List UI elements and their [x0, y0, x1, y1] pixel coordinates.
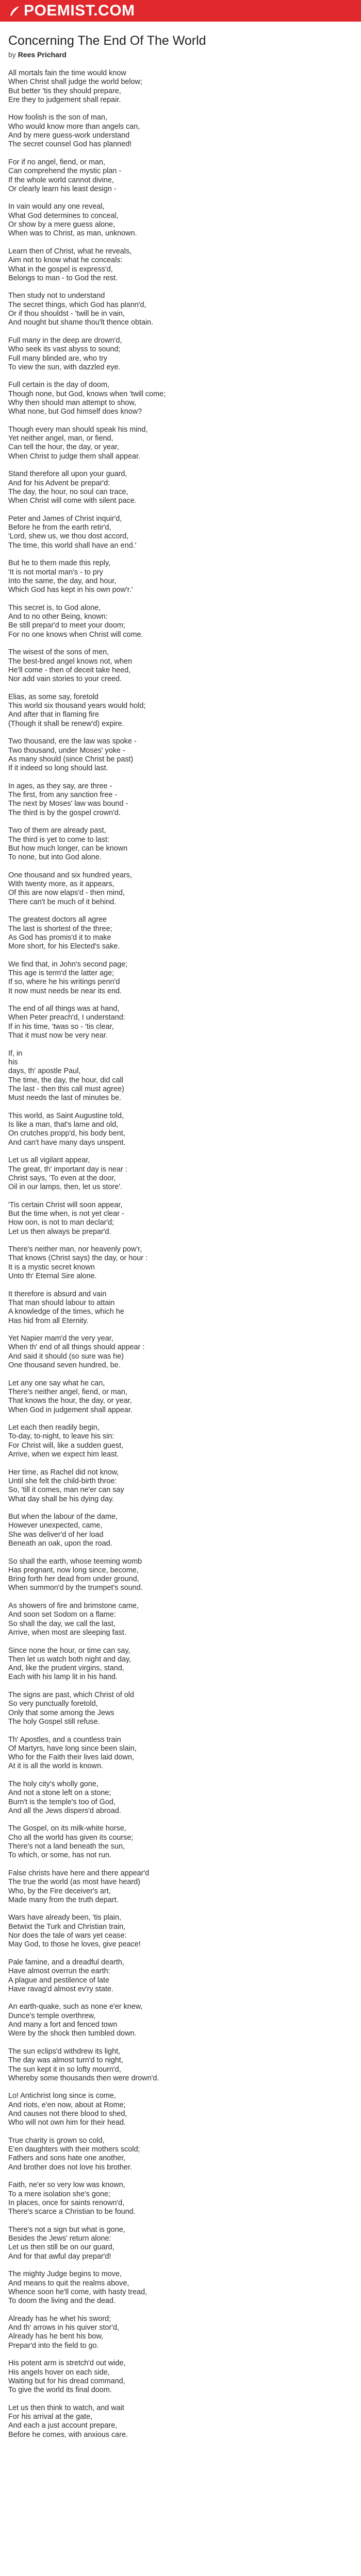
poem-line: Who for the Faith their lives laid down, [8, 1753, 134, 1762]
poem-line: When God in judgement shall appear. [8, 1405, 133, 1414]
poem-line: But when the labour of the dame, [8, 1513, 118, 1521]
stanza [8, 1468, 353, 1504]
poem-line: Were by the shock then tumbled down. [8, 2029, 137, 2038]
poem-line: And many a fort and fenced town [8, 2021, 118, 2029]
poem-line: Who, by the Fire deceiver's art, [8, 1887, 111, 1895]
poem-line: Christ says, 'To even at the door, [8, 1174, 116, 1182]
stanza [8, 871, 353, 907]
stanza [8, 381, 353, 416]
poem-line: When Peter preach'd, I understand: [8, 1013, 125, 1022]
poem-line: This age is term'd the latter age; [8, 969, 114, 977]
poem-line: The true the world (as most have heard) [8, 1878, 140, 1887]
poem-line: The great, th' important day is near : [8, 1165, 127, 1174]
poem-line: To none, but into God alone. [8, 853, 102, 862]
poem-line: But he to them made this reply, [8, 559, 111, 568]
poem-line: Has pregnant, now long since, become, [8, 1566, 139, 1574]
poem-line: To give the world its final doom. [8, 2386, 112, 2395]
poem-line: Two of them are already past, [8, 826, 106, 835]
poem-line: Cho all the world has given its course; [8, 1833, 134, 1842]
poem-line: This secret is, to God alone, [8, 603, 101, 612]
poem-line: If so, where he his writings penn'd [8, 978, 120, 987]
poem-line: So shall the day, we call the last, [8, 1619, 116, 1628]
poem-line: Bring forth her dead from under ground, [8, 1575, 139, 1584]
poem-line: On crutches propp'd, his body bent, [8, 1129, 125, 1138]
poem-line: Let us then always be prepar'd. [8, 1227, 111, 1236]
poem-line: Can comprehend the mystic plan - [8, 167, 122, 176]
poem-line: When summon'd by the trumpet's sound. [8, 1584, 143, 1592]
poem-line: There's not a land beneath the sun, [8, 1842, 125, 1851]
poem-line: Oil in our lamps, then, let us store'. [8, 1183, 123, 1192]
poem-title: Concerning The End Of The World [8, 33, 206, 48]
stanza [8, 470, 353, 505]
poem-line: Faith, ne'er so very low was known, [8, 2181, 125, 2190]
site-logo-text: POEMIST.COM [24, 2, 135, 19]
poem-line: Her time, as Rachel did not know, [8, 1468, 119, 1477]
poem-line: Ere they to judgement shall repair. [8, 95, 121, 104]
poem-line: The best-bred angel knows not, when [8, 657, 132, 666]
stanza [8, 1112, 353, 1147]
stanza [8, 292, 353, 327]
stanza [8, 693, 353, 728]
poem-line: Lo! Antichrist long since is come, [8, 2092, 116, 2100]
site-logo[interactable] [8, 2, 135, 20]
stanza [8, 1049, 353, 1103]
poem-line: For no one knows when Christ will come. [8, 630, 143, 639]
poem-line: Stand therefore all upon your guard, [8, 470, 127, 479]
poem-line: That it must now be very near. [8, 1031, 108, 1040]
poem-line: An earth-quake, such as none e'er knew, [8, 2003, 143, 2011]
stanza [8, 1005, 353, 1040]
poem-line: To doom the living and the dead. [8, 2297, 116, 2306]
poem-line: Already has he whet his sword; [8, 2314, 111, 2323]
stanza [8, 1423, 353, 1459]
poem-line: However unexpected, came, [8, 1521, 103, 1530]
poem-line: Be still prepar'd to meet your doom; [8, 621, 125, 630]
poem-line: Why then should man attempt to show, [8, 398, 136, 407]
poem-line: The Gospel, on its milk-white horse, [8, 1824, 126, 1833]
stanza [8, 2359, 353, 2395]
stanza [8, 1201, 353, 1236]
stanza [8, 1245, 353, 1281]
stanza [8, 826, 353, 862]
poem-line: Let us then think to watch, and wait [8, 2403, 124, 2412]
poem-line: The secret things, which God has plann'd, [8, 300, 146, 309]
poem-line: As showers of fire and brimstone came, [8, 1602, 139, 1611]
poem-line: Two thousand, ere the law was spoke - [8, 737, 137, 746]
poem-line: For if no angel, fiend, or man, [8, 158, 105, 166]
stanza [8, 1869, 353, 1905]
poem-line: Full many in the deep are drown'd, [8, 336, 122, 345]
poem-line: What none, but God himself does know? [8, 408, 142, 416]
poem-line: Until she felt the child-birth throe: [8, 1477, 117, 1485]
poem-line: The time, this world shall have an end.' [8, 541, 137, 550]
poem-line: He'll come - then of deceit take heed, [8, 666, 131, 674]
poem-line: So shall the earth, whose teeming womb [8, 1557, 142, 1566]
poem-line: Pale famine, and a dreadful dearth, [8, 1958, 124, 1967]
poem-line: When Christ will come with silent pace. [8, 497, 137, 505]
poem-line: The last is shortest of the three; [8, 924, 112, 933]
poem-line: Waiting but for his dread command, [8, 2377, 125, 2385]
poem-line: There's not a sign but what is gone, [8, 2225, 125, 2234]
poemist-logo-icon [8, 5, 21, 17]
stanza [8, 2270, 353, 2306]
poem-line: Dunce's temple overthrew, [8, 2011, 96, 2020]
poem-line: Of Martyrs, have long since been slain, [8, 1744, 137, 1753]
poem-line: Full certain is the day of doom, [8, 381, 109, 389]
poem-line: The sun eclips'd withdrew its light, [8, 2047, 121, 2056]
stanza [8, 2047, 353, 2083]
stanza [8, 1913, 353, 1949]
poem-line: Elias, as some say, foretold [8, 692, 99, 701]
poem-line: And causes not there blood to shed, [8, 2109, 127, 2118]
stanza [8, 559, 353, 595]
poem-line: And riots, e'en now, about at Rome; [8, 2100, 126, 2109]
poem-line: What God determines to conceal, [8, 211, 119, 220]
poem-line: So very punctually foretold, [8, 1700, 98, 1708]
poem-line: There's scarce a Christian to be found. [8, 2208, 136, 2216]
poem-line: Must needs the last of minutes be. [8, 1094, 122, 1103]
poem-line: And, like the prudent virgins, stand, [8, 1664, 124, 1673]
stanza [8, 1691, 353, 1726]
poem-line: But how much longer, can be known [8, 844, 128, 853]
poem-line: Belongs to man - to God the rest. [8, 274, 118, 282]
poem-line: And not a stone left on a stone; [8, 1789, 111, 1798]
poem-line: Have ravag'd almost ev'ry state. [8, 1985, 113, 1993]
poem-line: And for that awful day prepar'd! [8, 2252, 111, 2261]
poem-line: And for his Advent be prepar'd: [8, 479, 110, 487]
poem-line: Let each then readily begin, [8, 1423, 100, 1432]
poem-line: The third is yet to come to last: [8, 835, 109, 844]
stanza [8, 782, 353, 818]
stanza [8, 2092, 353, 2127]
poem-line: Before he from the earth retir'd, [8, 523, 111, 532]
poem-line: Two thousand, under Moses' yoke - [8, 746, 125, 755]
poem-line: Nor add vain stories to your creed. [8, 675, 122, 684]
stanza [8, 69, 353, 105]
poem-line: To view the sun, with dazzled eye. [8, 363, 121, 371]
poem-line: How oon, is not to man declar'd; [8, 1218, 114, 1227]
stanza [8, 247, 353, 283]
poem-line: How foolish is the son of man, [8, 113, 107, 122]
poem-line: Prepar'd into the field to go. [8, 2341, 99, 2350]
poem-line: Besides the Jews' return alone: [8, 2234, 111, 2243]
stanza [8, 1780, 353, 1816]
poem-line: If, in [8, 1049, 23, 1058]
poem-line: For his arrival at the gate, [8, 2413, 93, 2421]
poem-line: Let any one say what he can, [8, 1379, 105, 1387]
poem-line: The wisest of the sons of men, [8, 648, 109, 657]
stanza [8, 1602, 353, 1637]
poem-line: This world, as Saint Augustine told, [8, 1111, 124, 1120]
poem-line: If in his time, 'twas so - 'tis clear, [8, 1022, 114, 1031]
poem-line: Only that some among the Jews [8, 1708, 114, 1717]
stanza [8, 1379, 353, 1415]
poem-line: That knows (Christ says) the day, or hour : [8, 1254, 148, 1263]
poem-line: Aim not to know what he conceals: [8, 256, 123, 265]
poem-line: The day was almost turn'd to night, [8, 2056, 123, 2065]
poem-line: Whereby some thousands then were drown'd. [8, 2074, 159, 2082]
poem-line: And th' arrows in his quiver stor'd, [8, 2324, 120, 2332]
poem-line: The day, the hour, no soul can trace, [8, 487, 128, 496]
poem-line: Made many from the truth depart. [8, 1895, 119, 1904]
poem-line: And to no other Being, known: [8, 613, 108, 621]
poem-line: Th' Apostles, and a countless train [8, 1735, 121, 1744]
stanza [8, 1156, 353, 1192]
poem-line: The next by Moses' law was bound - [8, 800, 128, 808]
poem-line: Or if thou shouldst - 'twill be in vain, [8, 310, 125, 318]
poem-line: The last - then this call must agree) [8, 1084, 124, 1093]
stanza [8, 1290, 353, 1326]
site-header [0, 0, 361, 22]
poem-line: Since none the hour, or time can say, [8, 1646, 130, 1655]
stanza [8, 916, 353, 951]
poem-line: The third is by the gospel crown'd. [8, 808, 121, 817]
poem-line: And brother does not love his brother. [8, 2163, 132, 2172]
poem-line: When Christ to judge them shall appear. [8, 452, 140, 461]
poem-line: At it is all the world is known. [8, 1762, 103, 1771]
poem-line: And can't have many days unspent. [8, 1138, 126, 1147]
poem-line: But the time when, is not yet clear - [8, 1210, 124, 1218]
author-link[interactable]: Rees Prichard [18, 50, 67, 59]
poem-line: Arrive, when most are sleeping fast. [8, 1628, 126, 1637]
poem-line: Have almost overrun the earth: [8, 1967, 110, 1976]
poem-line: Or clearly learn his least design - [8, 184, 117, 193]
poem-line: Burn't is the temple's too of God, [8, 1798, 116, 1806]
poem-line: The first, from any sanction free - [8, 791, 118, 800]
poem-line: His angels hover on each side, [8, 2368, 110, 2377]
poem-line: Though none, but God, knows when 'twill come; [8, 389, 166, 398]
poem-line: Let us then still be on our guard, [8, 2243, 114, 2252]
poem-line: May God, to those he loves, give peace! [8, 1940, 141, 1949]
poem-line: The holy Gospel still refuse. [8, 1717, 100, 1726]
poem-line: A plague and pestilence of late [8, 1976, 110, 1985]
poem-line: The end of all things was at hand, [8, 1005, 120, 1013]
poem-line: Into the same, the day, and hour, [8, 577, 117, 585]
poem-line: In places, once for saints renown'd, [8, 2198, 125, 2207]
stanza [8, 1958, 353, 1994]
stanza [8, 2404, 353, 2439]
poem-line: And all the Jews dispers'd abroad. [8, 1806, 121, 1815]
poem-line: A knowledge of the times, which he [8, 1308, 124, 1316]
poem-line: The signs are past, which Christ of old [8, 1691, 134, 1700]
poem-line: When th' end of all things should appear : [8, 1343, 145, 1352]
stanza [8, 2315, 353, 2350]
poem-line: And soon set Sodom on a flame: [8, 1611, 116, 1619]
poem-line: In ages, as they say, are three - [8, 782, 112, 790]
poem-line: There's neither angel, fiend, or man, [8, 1387, 127, 1396]
stanza [8, 515, 353, 550]
poem-line: She was deliver'd of her load [8, 1530, 104, 1539]
poem-line: What in the gospel is express'd, [8, 265, 113, 274]
poem-line: E'en daughters with their mothers scold; [8, 2145, 140, 2154]
poem-line: Peter and James of Christ inquir'd, [8, 514, 122, 523]
poem-line: We find that, in John's second page; [8, 960, 128, 969]
poem-line: Which God has kept in his own pow'r.' [8, 586, 133, 595]
poem-line: One thousand and six hundred years, [8, 871, 133, 879]
poem-line: To a mere isolation she's gone; [8, 2190, 110, 2198]
poem-line: It therefore is absurd and vain [8, 1290, 107, 1298]
poem-line: The mighty Judge begins to move, [8, 2270, 122, 2279]
poem-line: If it indeed so long should last. [8, 764, 108, 773]
stanza [8, 2181, 353, 2216]
poem-line: The sun kept it in so lofty mourn'd, [8, 2065, 121, 2074]
poem-line: Learn then of Christ, what he reveals, [8, 247, 132, 256]
stanza [8, 1513, 353, 1548]
poem-line: There can't be much of it behind. [8, 897, 117, 906]
stanza [8, 604, 353, 639]
poem-line: Who would know more than angels can, [8, 122, 140, 131]
poem-line: To-day, to-night, to leave his sin: [8, 1432, 114, 1441]
poem-line: The holy city's wholly gone, [8, 1780, 99, 1788]
stanza [8, 648, 353, 684]
poem-line: days, th' apostle Paul, [8, 1067, 81, 1076]
stanza [8, 426, 353, 461]
poem-line: With twenty more, as it appears, [8, 880, 114, 889]
stanza [8, 2226, 353, 2261]
poem-line: Or show by a mere guess alone, [8, 221, 116, 229]
poem-line: Who will not own him for their head. [8, 2119, 126, 2127]
byline-label: by [8, 50, 16, 59]
poem-line: Yet Napier mam'd the very year, [8, 1334, 113, 1343]
poem-line: True charity is grown so cold, [8, 2136, 105, 2145]
stanza [8, 336, 353, 372]
poem-line: So, 'till it comes, man ne'er can say [8, 1486, 124, 1495]
poem-line: But better 'tis they should prepare, [8, 87, 121, 95]
poem-line: That knows the hour, the day, or year, [8, 1397, 132, 1405]
poem-line: Then let us watch both night and day, [8, 1655, 132, 1664]
poem-line: Though every man should speak his mind, [8, 425, 148, 434]
poem-line: Each with his lamp lit in his hand. [8, 1673, 118, 1682]
poem-line: The secret counsel God has planned! [8, 140, 132, 149]
stanza [8, 2003, 353, 2038]
poem-line: Can tell the hour, the day, or year, [8, 443, 119, 452]
poem-line: And each a just account prepare, [8, 2421, 118, 2430]
poem-content [0, 22, 361, 2439]
poem-line: Let us all vigilant appear, [8, 1156, 90, 1165]
poem-line: What day shall be his dying day. [8, 1495, 114, 1503]
poem-line: 'Lord, shew us, we thou dost accord, [8, 532, 129, 541]
poem-line: His potent arm is stretch'd out wide, [8, 2359, 126, 2368]
poem-line: And by mere guess-work understand [8, 131, 130, 140]
stanza [8, 1824, 353, 1860]
byline [8, 50, 353, 59]
poem-line: As many should (since Christ be past) [8, 755, 134, 764]
poem-line: It is a mystic secret known [8, 1263, 95, 1272]
poem-line: Already has he bent his bow, [8, 2332, 104, 2341]
stanza [8, 737, 353, 773]
stanza [8, 1647, 353, 1682]
poem-line: Of this are now elaps'd - then mind, [8, 889, 125, 897]
stanza [8, 1334, 353, 1370]
stanza [8, 2137, 353, 2172]
poem-line: Unto th' Eternal Sire alone. [8, 1272, 97, 1281]
poem-line: There's neither man, nor heavenly pow'r, [8, 1245, 142, 1254]
poem-line: If the whole world cannot divine, [8, 176, 114, 184]
poem-line: Who seek its vast abyss to sound; [8, 345, 121, 354]
poem-line: Whence soon he'll come, with hasty tread, [8, 2287, 147, 2296]
poem-line: To which, or some, has not run. [8, 1851, 111, 1860]
stanza [8, 960, 353, 996]
poem-line: And said it should (so sure was he) [8, 1352, 124, 1361]
poem-line: Beneath an oak, upon the road. [8, 1539, 112, 1548]
poem-line: Full many blinded are, who try [8, 354, 107, 363]
poem-line: The time, the day, the hour, did call [8, 1076, 123, 1084]
poem-line: For Christ will, like a sudden guest, [8, 1441, 124, 1450]
poem-line: And means to quit the realms above, [8, 2279, 129, 2287]
poem-line: his [8, 1058, 18, 1066]
poem-line: Has hid from all Eternity. [8, 1316, 89, 1325]
poem-line: That man should labour to attain [8, 1298, 115, 1307]
poem-line: All mortals fain the time would know [8, 69, 126, 77]
poem-line: Wars have already been, 'tis plain, [8, 1913, 121, 1922]
poem-line: False christs have here and there appear'd [8, 1869, 150, 1877]
poem-line: Nor does the tale of wars yet cease: [8, 1931, 127, 1940]
poem-line: Yet neither angel, man, or fiend, [8, 434, 113, 443]
stanza [8, 1736, 353, 1771]
poem-line: More short, for his Elected's sake. [8, 942, 120, 951]
poem-line: Betwixt the Turk and Christian train, [8, 1922, 126, 1931]
poem-line: Fathers and sons hate one another, [8, 2154, 126, 2163]
poem-line: It now must needs be near its end. [8, 987, 122, 995]
poem-line: In vain would any one reveal, [8, 202, 105, 211]
poem-line: The greatest doctors all agree [8, 916, 107, 924]
poem-line: When was to Christ, as man, unknown. [8, 229, 137, 238]
poem-line: This world six thousand years would hold; [8, 702, 146, 710]
poem-line: As God has promis'd it to make [8, 933, 111, 942]
poem-line: And nought but shame thou'lt thence obtain. [8, 318, 154, 327]
poem-body [8, 69, 353, 2439]
poem-line: Arrive, when we expect him least. [8, 1450, 119, 1459]
poem-line: 'Tis certain Christ will soon appear, [8, 1200, 123, 1209]
stanza [8, 158, 353, 194]
poem-line: Before he comes, with anxious care. [8, 2430, 128, 2439]
poem-line: When Christ shall judge the world below; [8, 78, 142, 87]
poem-line: (Though it shall be renew'd) expire. [8, 719, 124, 728]
stanza [8, 113, 353, 149]
stanza [8, 1557, 353, 1593]
stanza [8, 202, 353, 238]
poem-line: 'It is not mortal man's - to pry [8, 568, 103, 577]
poem-line: Is like a man, that's lame and old, [8, 1121, 119, 1129]
poem-line: Then study not to understand [8, 292, 105, 300]
poem-line: And after that in flaming fire [8, 710, 99, 719]
poem-line: One thousand seven hundred, be. [8, 1361, 121, 1370]
